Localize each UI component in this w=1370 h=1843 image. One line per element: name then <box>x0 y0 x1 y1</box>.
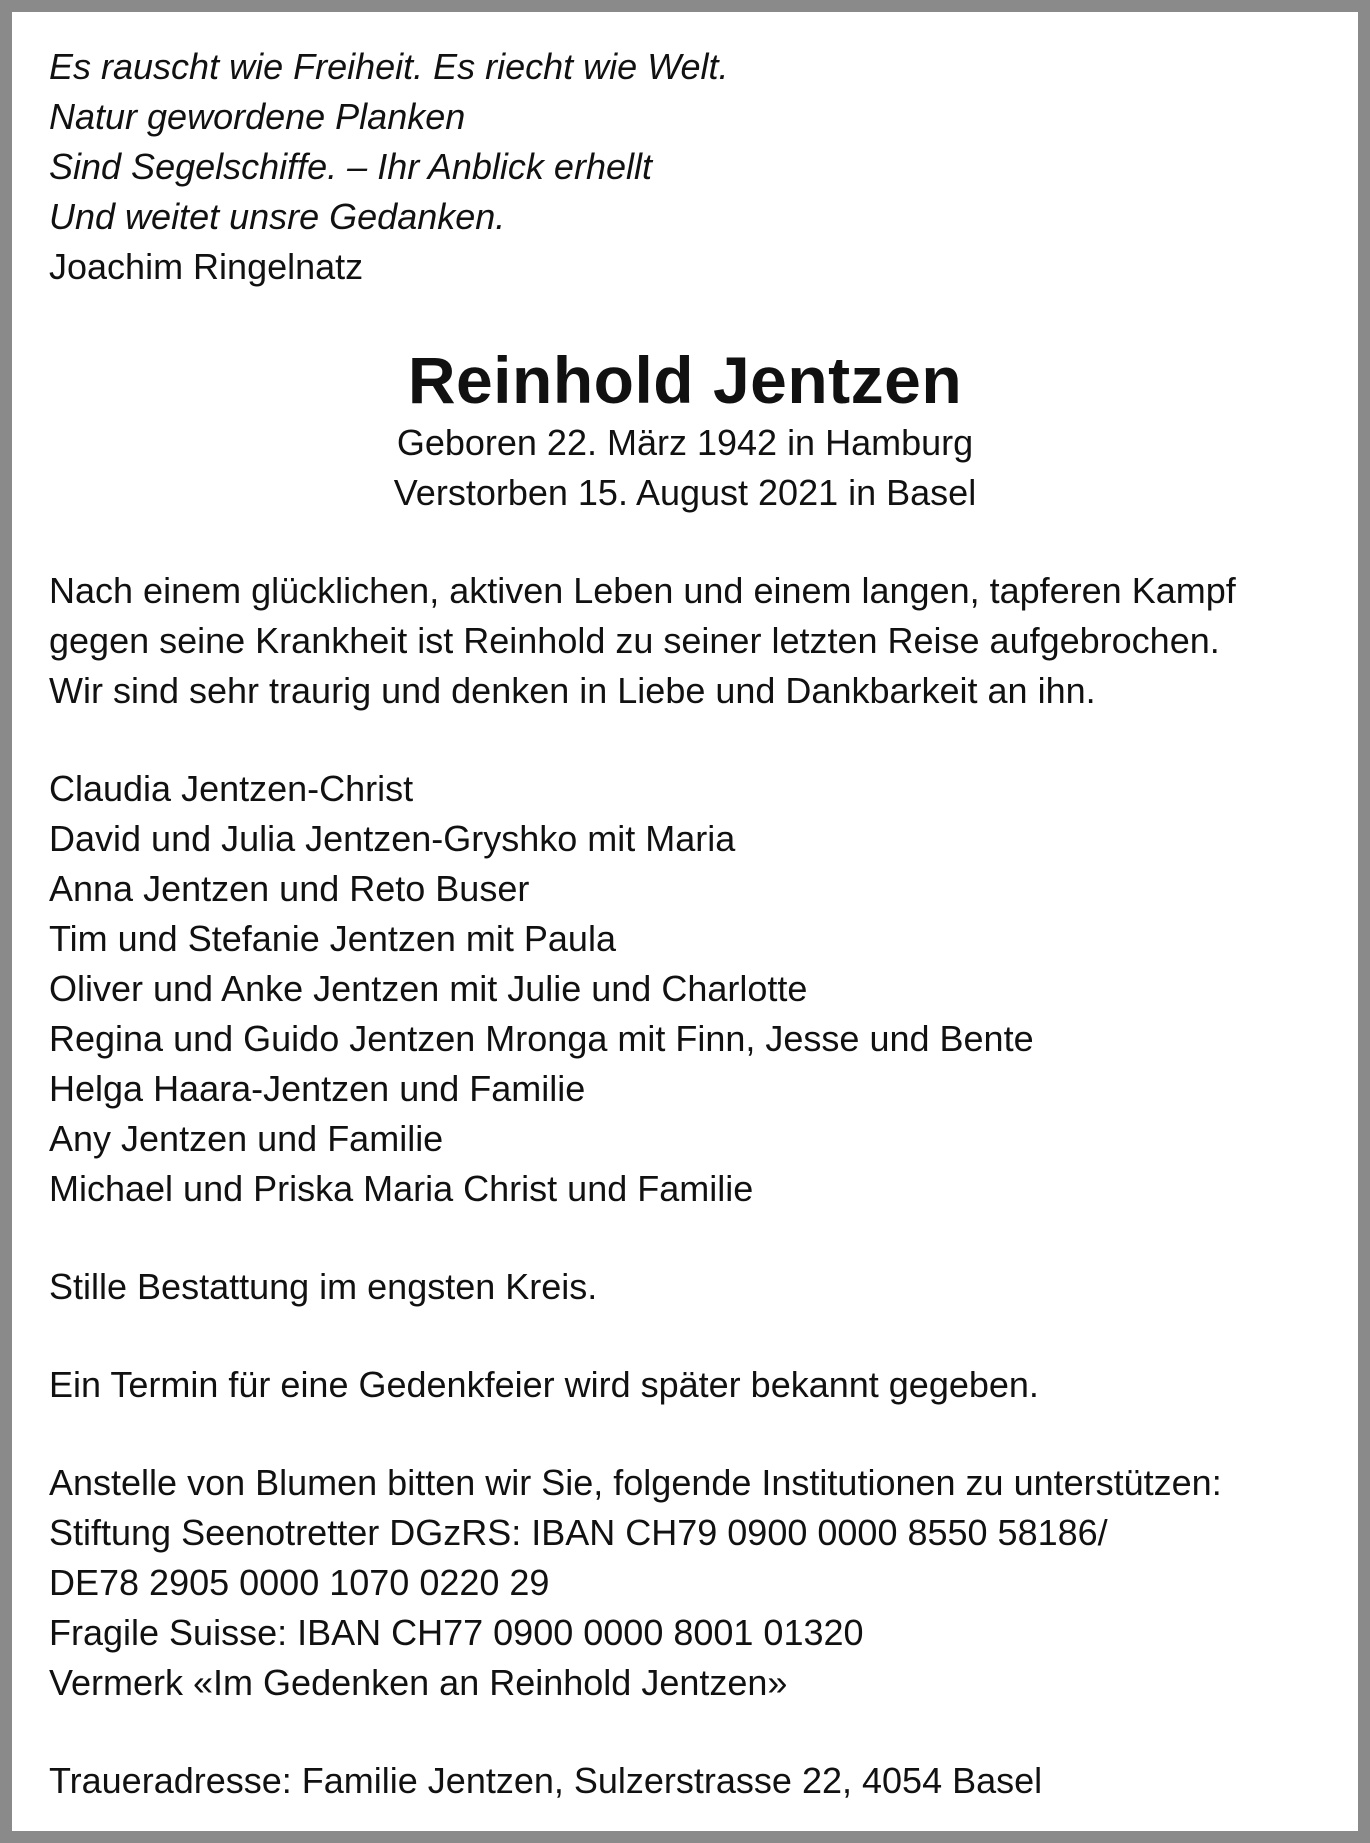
poem-line: Und weitet unsre Gedanken. <box>49 196 506 237</box>
poem-author: Joachim Ringelnatz <box>49 246 364 287</box>
obituary-notice <box>12 12 1358 1831</box>
deceased-name: Reinhold Jentzen <box>407 343 963 417</box>
donation-line: Fragile Suisse: IBAN CH77 0900 0000 8001 01320 <box>49 1612 864 1653</box>
donation-line: Stiftung Seenotretter DGzRS: IBAN CH79 0900 0000 8550 58186/ <box>49 1512 1108 1553</box>
poem-line: Es rauscht wie Freiheit. Es riecht wie Welt. <box>49 46 729 87</box>
poem-line: Sind Segelschiffe. – Ihr Anblick erhellt <box>49 146 652 187</box>
death-date: Verstorben 15. August 2021 in Basel <box>393 472 977 513</box>
spacer <box>49 716 1321 764</box>
mourner: Anna Jentzen und Reto Buser <box>49 868 530 909</box>
farewell-message <box>49 566 1321 716</box>
mourning-address: Traueradresse: Familie Jentzen, Sulzerstrasse 22, 4054 Basel <box>49 1760 1043 1801</box>
memorial-note: Ein Termin für eine Gedenkfeier wird später bekannt gegeben. <box>49 1364 1039 1405</box>
spacer <box>49 1214 1321 1262</box>
mourner: Tim und Stefanie Jentzen mit Paula <box>49 918 616 959</box>
mourners-list <box>49 764 1321 1214</box>
poem-line: Natur gewordene Planken <box>49 96 466 137</box>
donation-line: DE78 2905 0000 1070 0220 29 <box>49 1562 550 1603</box>
mourner: Any Jentzen und Familie <box>49 1118 444 1159</box>
poem <box>49 42 1321 292</box>
message-line: gegen seine Krankheit ist Reinhold zu seiner letzten Reise aufgebrochen. <box>49 620 1220 661</box>
spacer <box>49 1708 1321 1756</box>
spacer <box>49 518 1321 566</box>
mourner: Regina und Guido Jentzen Mronga mit Finn, Jesse und Bente <box>49 1018 1034 1059</box>
donation-info <box>49 1458 1321 1708</box>
notice-content <box>49 42 1321 1806</box>
mourner: Michael und Priska Maria Christ und Familie <box>49 1168 754 1209</box>
mourner: Helga Haara-Jentzen und Familie <box>49 1068 586 1109</box>
mourner: Oliver und Anke Jentzen mit Julie und Charlotte <box>49 968 808 1009</box>
message-line: Wir sind sehr traurig und denken in Liebe und Dankbarkeit an ihn. <box>49 670 1096 711</box>
spacer <box>49 1410 1321 1458</box>
burial-note: Stille Bestattung im engsten Kreis. <box>49 1266 598 1307</box>
donation-line: Anstelle von Blumen bitten wir Sie, folgende Institutionen zu unterstützen: <box>49 1462 1222 1503</box>
life-dates <box>49 418 1321 518</box>
donation-line: Vermerk «Im Gedenken an Reinhold Jentzen» <box>49 1662 788 1703</box>
mourner: David und Julia Jentzen-Gryshko mit Maria <box>49 818 736 859</box>
mourner: Claudia Jentzen-Christ <box>49 768 414 809</box>
message-line: Nach einem glücklichen, aktiven Leben und einem langen, tapferen Kampf <box>49 570 1236 611</box>
birth-date: Geboren 22. März 1942 in Hamburg <box>396 422 974 463</box>
spacer <box>49 1312 1321 1360</box>
